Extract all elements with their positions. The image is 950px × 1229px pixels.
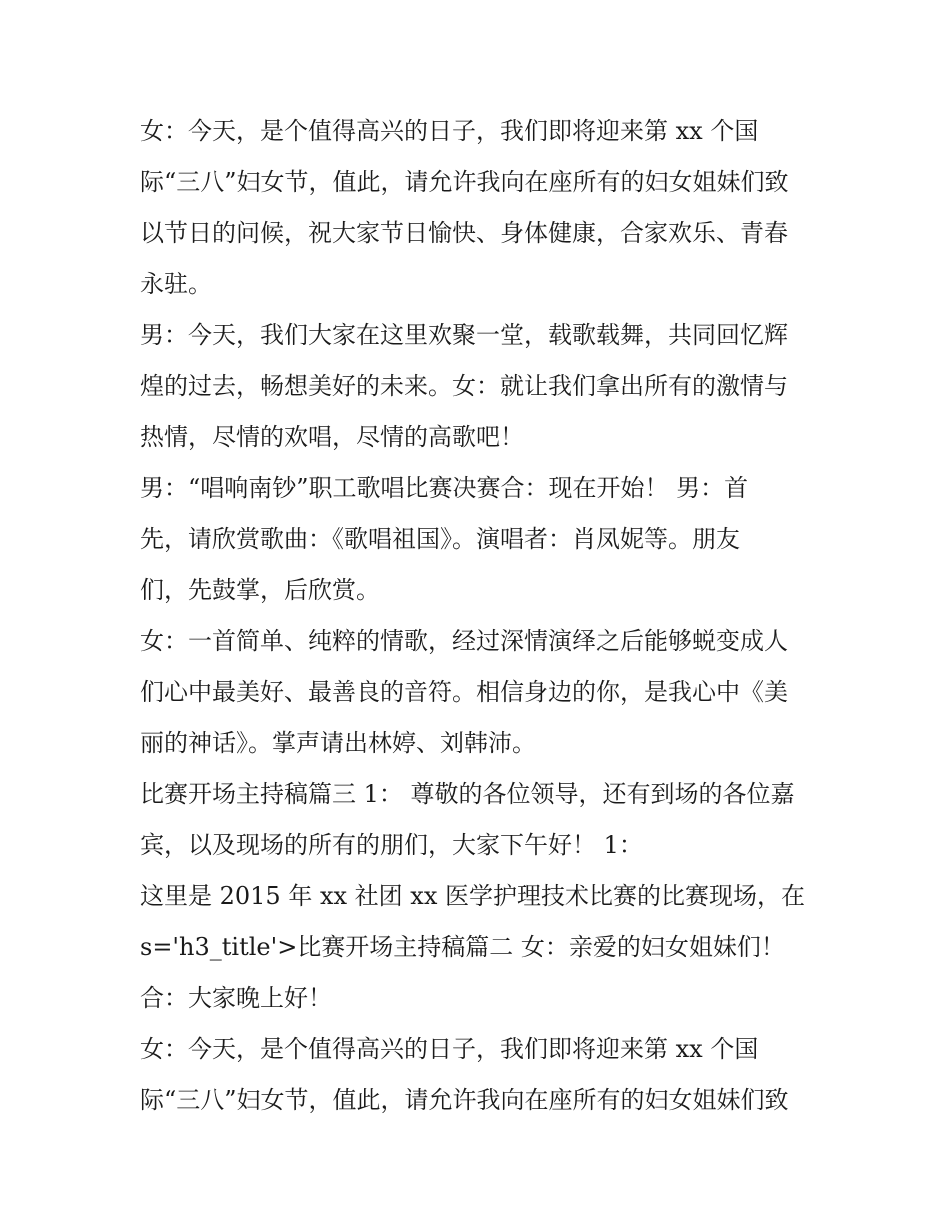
text-line: 热情，尽情的欢唱，尽情的高歌吧！ [140, 423, 524, 451]
text-line: 合：大家晚上好！ [140, 984, 332, 1012]
text-line: 女：今天，是个值得高兴的日子，我们即将迎来第 xx 个国 [140, 117, 759, 145]
text-line: 先，请欣赏歌曲：《歌唱祖国》。演唱者：肖凤妮等。朋友 [140, 525, 740, 553]
text-line: 男：今天，我们大家在这里欢聚一堂，载歌载舞，共同回忆辉 [140, 321, 788, 349]
text-line: 际“三八”妇女节，值此，请允许我向在座所有的妇女姐妹们致 [140, 1086, 789, 1114]
text-line: 女：今天，是个值得高兴的日子，我们即将迎来第 xx 个国 [140, 1035, 759, 1063]
text-line: 际“三八”妇女节，值此，请允许我向在座所有的妇女姐妹们致 [140, 168, 789, 196]
text-line: 男：“唱响南钞”职工歌唱比赛决赛合：现在开始！ 男：首 [140, 474, 749, 502]
text-line: 宾，以及现场的所有的朋们，大家下午好！ 1： [140, 831, 643, 859]
text-line: 们心中最美好、最善良的音符。相信身边的你，是我心中《美 [140, 678, 788, 706]
text-line: 煌的过去，畅想美好的未来。女：就让我们拿出所有的激情与 [140, 372, 788, 400]
text-line: 永驻。 [140, 270, 212, 298]
text-line: 们，先鼓掌，后欣赏。 [140, 576, 380, 604]
text-line: 女：一首简单、纯粹的情歌，经过深情演绎之后能够蜕变成人 [140, 627, 788, 655]
text-line: s='h3_title'>比赛开场主持稿篇二 女：亲爱的妇女姐妹们！ [140, 933, 785, 961]
text-line: 这里是 2015 年 xx 社团 xx 医学护理技术比赛的比赛现场，在 [140, 882, 805, 910]
text-line: 比赛开场主持稿篇三 1： 尊敬的各位领导，还有到场的各位嘉 [140, 780, 795, 808]
text-line: 丽的神话》。掌声请出林婷、刘韩沛。 [140, 729, 536, 757]
text-line: 以节日的问候，祝大家节日愉快、身体健康，合家欢乐、青春 [140, 219, 788, 247]
